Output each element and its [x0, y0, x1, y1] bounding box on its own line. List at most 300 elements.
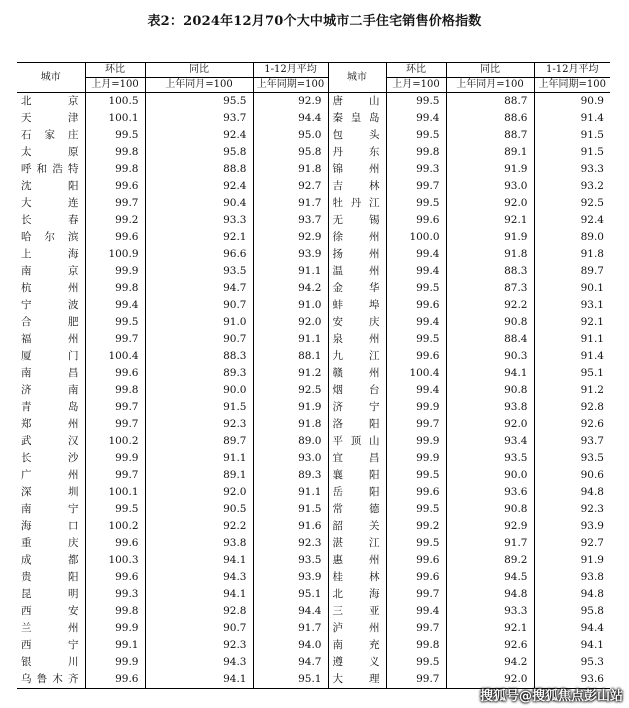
- right-mom-cell: 99.7: [386, 620, 446, 637]
- left-city-cell: 北 京: [21, 95, 79, 107]
- table-row: [17, 348, 610, 365]
- left-yoy-cell: 94.3: [145, 654, 253, 671]
- right-city-cell: 扬 州: [328, 246, 386, 263]
- left-mom-cell: 99.8: [85, 603, 145, 620]
- right-mom-cell: 99.4: [386, 246, 446, 263]
- right-mom-cell: 99.4: [386, 263, 446, 280]
- left-yoy-cell: 94.1: [145, 586, 253, 603]
- right-mom-cell: 99.3: [386, 161, 446, 178]
- right-yoy-cell: 94.1: [446, 365, 534, 382]
- right-city-cell: 洛 阳: [328, 416, 386, 433]
- col-header-city-left: 城市: [17, 63, 85, 93]
- right-mom-cell: 99.7: [386, 178, 446, 195]
- table-row: [17, 331, 610, 348]
- right-yoy-cell: 88.4: [446, 331, 534, 348]
- right-yoy-cell: 88.6: [446, 110, 534, 127]
- left-city-cell: 昆 明: [21, 588, 79, 600]
- left-avg-cell: 95.1: [253, 671, 328, 689]
- col-header-city-right: 城市: [328, 63, 386, 93]
- right-mom-cell: 99.5: [386, 654, 446, 671]
- left-city-cell: 上 海: [21, 248, 79, 260]
- right-city-cell: 宜 昌: [328, 450, 386, 467]
- right-city-cell: 徐 州: [328, 229, 386, 246]
- right-mom-cell: 99.7: [386, 416, 446, 433]
- left-city-cell: 长 沙: [21, 452, 79, 464]
- left-mom-cell: 99.6: [85, 671, 145, 689]
- left-yoy-cell: 91.1: [145, 450, 253, 467]
- right-avg-cell: 94.4: [534, 620, 610, 637]
- right-avg-cell: 91.5: [534, 127, 610, 144]
- left-yoy-cell: 93.8: [145, 535, 253, 552]
- right-city-cell: 三 亚: [328, 603, 386, 620]
- table-row: [17, 552, 610, 569]
- right-yoy-cell: 93.0: [446, 178, 534, 195]
- right-avg-cell: 90.9: [534, 93, 610, 111]
- table-row: [17, 127, 610, 144]
- right-yoy-cell: 90.3: [446, 348, 534, 365]
- left-mom-cell: 99.8: [85, 382, 145, 399]
- left-mom-cell: 99.7: [85, 195, 145, 212]
- left-avg-cell: 88.1: [253, 348, 328, 365]
- right-city-cell: 岳 阳: [328, 484, 386, 501]
- left-yoy-cell: 90.0: [145, 382, 253, 399]
- left-yoy-cell: 90.5: [145, 501, 253, 518]
- left-city-cell: 合 肥: [21, 316, 79, 328]
- right-mom-cell: 99.5: [386, 331, 446, 348]
- table-row: [17, 246, 610, 263]
- left-city-cell: 呼和浩特: [21, 163, 79, 175]
- right-city-cell: 蚌 埠: [328, 297, 386, 314]
- right-avg-cell: 91.8: [534, 246, 610, 263]
- right-yoy-cell: 91.7: [446, 535, 534, 552]
- right-city-cell: 泸 州: [328, 620, 386, 637]
- right-avg-cell: 92.4: [534, 212, 610, 229]
- right-city-cell: 常 德: [328, 501, 386, 518]
- left-mom-cell: 99.6: [85, 365, 145, 382]
- left-city-cell: 贵 阳: [21, 571, 79, 583]
- right-mom-cell: 99.5: [386, 195, 446, 212]
- right-yoy-cell: 92.0: [446, 671, 534, 689]
- left-mom-cell: 99.9: [85, 654, 145, 671]
- left-mom-cell: 99.8: [85, 161, 145, 178]
- left-avg-cell: 89.0: [253, 433, 328, 450]
- right-city-cell: 九 江: [328, 348, 386, 365]
- right-city-cell: 安 庆: [328, 314, 386, 331]
- left-avg-cell: 93.9: [253, 246, 328, 263]
- left-avg-cell: 92.7: [253, 178, 328, 195]
- left-yoy-cell: 94.3: [145, 569, 253, 586]
- right-city-cell: 济 宁: [328, 399, 386, 416]
- left-avg-cell: 93.0: [253, 450, 328, 467]
- left-yoy-cell: 88.8: [145, 161, 253, 178]
- left-city-cell: 南 宁: [21, 503, 79, 515]
- left-yoy-cell: 90.4: [145, 195, 253, 212]
- col-subheader-yoy-left: 上年同月=100: [145, 78, 253, 93]
- table-row: [17, 263, 610, 280]
- right-yoy-cell: 93.3: [446, 603, 534, 620]
- right-avg-cell: 95.3: [534, 654, 610, 671]
- left-avg-cell: 91.8: [253, 416, 328, 433]
- table-row: [17, 433, 610, 450]
- right-avg-cell: 93.9: [534, 518, 610, 535]
- right-city-cell: 南 充: [328, 637, 386, 654]
- table-row: [17, 535, 610, 552]
- left-mom-cell: 100.4: [85, 348, 145, 365]
- right-city-cell: 烟 台: [328, 382, 386, 399]
- right-city-cell: 北 海: [328, 586, 386, 603]
- table-row: [17, 501, 610, 518]
- left-city-cell: 哈尔滨: [21, 231, 79, 243]
- table-row: [17, 399, 610, 416]
- col-header-mom-right: 环比: [386, 63, 446, 78]
- left-mom-cell: 99.5: [85, 314, 145, 331]
- left-avg-cell: 89.3: [253, 467, 328, 484]
- right-mom-cell: 99.6: [386, 484, 446, 501]
- left-mom-cell: 99.7: [85, 416, 145, 433]
- right-city-cell: 赣 州: [328, 365, 386, 382]
- right-mom-cell: 99.9: [386, 450, 446, 467]
- left-avg-cell: 93.7: [253, 212, 328, 229]
- table-row: [17, 416, 610, 433]
- left-mom-cell: 99.5: [85, 127, 145, 144]
- left-yoy-cell: 93.3: [145, 212, 253, 229]
- right-city-cell: 包 头: [328, 127, 386, 144]
- left-yoy-cell: 92.8: [145, 603, 253, 620]
- left-yoy-cell: 92.4: [145, 178, 253, 195]
- right-city-cell: 平顶山: [328, 433, 386, 450]
- left-mom-cell: 99.2: [85, 212, 145, 229]
- right-city-cell: 泉 州: [328, 331, 386, 348]
- left-yoy-cell: 88.3: [145, 348, 253, 365]
- right-mom-cell: 99.8: [386, 144, 446, 161]
- left-mom-cell: 99.9: [85, 620, 145, 637]
- left-avg-cell: 92.3: [253, 535, 328, 552]
- right-yoy-cell: 90.8: [446, 501, 534, 518]
- right-avg-cell: 92.3: [534, 501, 610, 518]
- col-header-mom-left: 环比: [85, 63, 145, 78]
- right-avg-cell: 93.8: [534, 569, 610, 586]
- right-avg-cell: 91.2: [534, 382, 610, 399]
- left-avg-cell: 92.5: [253, 382, 328, 399]
- right-mom-cell: 99.5: [386, 93, 446, 111]
- left-mom-cell: 99.1: [85, 637, 145, 654]
- left-avg-cell: 91.9: [253, 399, 328, 416]
- right-mom-cell: 99.7: [386, 586, 446, 603]
- right-city-cell: 金 华: [328, 280, 386, 297]
- left-city-cell: 西 安: [21, 605, 79, 617]
- left-city-cell: 银 川: [21, 656, 79, 668]
- left-avg-cell: 91.1: [253, 263, 328, 280]
- table-row: [17, 144, 610, 161]
- left-mom-cell: 99.8: [85, 280, 145, 297]
- table-row: [17, 110, 610, 127]
- right-avg-cell: 93.7: [534, 433, 610, 450]
- left-city-cell: 宁 波: [21, 299, 79, 311]
- right-yoy-cell: 90.0: [446, 467, 534, 484]
- col-header-yoy-left: 同比: [145, 63, 253, 78]
- left-avg-cell: 91.5: [253, 501, 328, 518]
- left-mom-cell: 100.9: [85, 246, 145, 263]
- right-yoy-cell: 94.5: [446, 569, 534, 586]
- left-city-cell: 成 都: [21, 554, 79, 566]
- col-subheader-mom-left: 上月=100: [85, 78, 145, 93]
- col-header-yoy-right: 同比: [446, 63, 534, 78]
- left-yoy-cell: 92.4: [145, 127, 253, 144]
- right-city-cell: 温 州: [328, 263, 386, 280]
- right-mom-cell: 100.4: [386, 365, 446, 382]
- right-city-cell: 无 锡: [328, 212, 386, 229]
- right-avg-cell: 91.5: [534, 144, 610, 161]
- col-header-avg-left: 1-12月平均: [253, 63, 328, 78]
- right-yoy-cell: 91.8: [446, 246, 534, 263]
- col-subheader-mom-right: 上月=100: [386, 78, 446, 93]
- right-mom-cell: 100.0: [386, 229, 446, 246]
- table-row: [17, 161, 610, 178]
- table-row: [17, 297, 610, 314]
- table-row: [17, 586, 610, 603]
- left-avg-cell: 92.9: [253, 93, 328, 111]
- right-city-cell: 韶 关: [328, 518, 386, 535]
- left-city-cell: 郑 州: [21, 418, 79, 430]
- left-city-cell: 深 圳: [21, 486, 79, 498]
- left-city-cell: 西 宁: [21, 639, 79, 651]
- table-title: 表2：2024年12月70个大中城市二手住宅销售价格指数: [147, 14, 482, 29]
- right-avg-cell: 89.7: [534, 263, 610, 280]
- left-avg-cell: 94.4: [253, 110, 328, 127]
- right-mom-cell: 99.9: [386, 433, 446, 450]
- table-row: [17, 93, 610, 111]
- left-mom-cell: 100.1: [85, 484, 145, 501]
- left-city-cell: 重 庆: [21, 537, 79, 549]
- left-mom-cell: 99.9: [85, 450, 145, 467]
- left-mom-cell: 99.4: [85, 297, 145, 314]
- left-city-cell: 广 州: [21, 469, 79, 481]
- right-yoy-cell: 91.9: [446, 161, 534, 178]
- left-avg-cell: 93.9: [253, 569, 328, 586]
- right-avg-cell: 94.8: [534, 586, 610, 603]
- left-yoy-cell: 91.0: [145, 314, 253, 331]
- right-mom-cell: 99.2: [386, 518, 446, 535]
- left-yoy-cell: 89.1: [145, 467, 253, 484]
- right-mom-cell: 99.5: [386, 127, 446, 144]
- right-yoy-cell: 92.0: [446, 195, 534, 212]
- left-yoy-cell: 94.7: [145, 280, 253, 297]
- right-mom-cell: 99.4: [386, 110, 446, 127]
- table-row: [17, 484, 610, 501]
- right-city-cell: 秦皇岛: [328, 110, 386, 127]
- right-avg-cell: 91.4: [534, 348, 610, 365]
- left-city-cell: 南 京: [21, 265, 79, 277]
- left-mom-cell: 100.5: [85, 93, 145, 111]
- right-city-cell: 丹 东: [328, 144, 386, 161]
- table-row: [17, 314, 610, 331]
- table-row: [17, 518, 610, 535]
- left-city-cell: 太 原: [21, 146, 79, 158]
- left-city-cell: 石家庄: [21, 129, 79, 141]
- right-mom-cell: 99.8: [386, 637, 446, 654]
- left-yoy-cell: 92.1: [145, 229, 253, 246]
- right-yoy-cell: 92.2: [446, 297, 534, 314]
- left-avg-cell: 91.2: [253, 365, 328, 382]
- left-city-cell: 青 岛: [21, 401, 79, 413]
- right-yoy-cell: 88.7: [446, 127, 534, 144]
- right-city-cell: 襄 阳: [328, 467, 386, 484]
- left-avg-cell: 94.0: [253, 637, 328, 654]
- right-mom-cell: 99.4: [386, 603, 446, 620]
- right-yoy-cell: 90.8: [446, 382, 534, 399]
- right-yoy-cell: 94.2: [446, 654, 534, 671]
- table-row: [17, 178, 610, 195]
- left-city-cell: 沈 阳: [21, 180, 79, 192]
- left-avg-cell: 95.8: [253, 144, 328, 161]
- left-avg-cell: 92.0: [253, 314, 328, 331]
- right-city-cell: 锦 州: [328, 161, 386, 178]
- right-yoy-cell: 93.5: [446, 450, 534, 467]
- col-header-avg-right: 1-12月平均: [534, 63, 610, 78]
- left-mom-cell: 100.1: [85, 110, 145, 127]
- left-yoy-cell: 95.8: [145, 144, 253, 161]
- left-mom-cell: 100.3: [85, 552, 145, 569]
- right-yoy-cell: 93.4: [446, 433, 534, 450]
- right-city-cell: 唐 山: [328, 93, 386, 111]
- left-avg-cell: 91.8: [253, 161, 328, 178]
- right-yoy-cell: 93.6: [446, 484, 534, 501]
- right-yoy-cell: 93.8: [446, 399, 534, 416]
- right-mom-cell: 99.6: [386, 297, 446, 314]
- right-avg-cell: 94.8: [534, 484, 610, 501]
- right-avg-cell: 90.6: [534, 467, 610, 484]
- left-city-cell: 长 春: [21, 214, 79, 226]
- right-avg-cell: 93.6: [534, 671, 610, 689]
- right-avg-cell: 90.1: [534, 280, 610, 297]
- right-avg-cell: 91.4: [534, 110, 610, 127]
- right-avg-cell: 93.3: [534, 161, 610, 178]
- right-mom-cell: 99.5: [386, 467, 446, 484]
- right-avg-cell: 95.8: [534, 603, 610, 620]
- left-mom-cell: 99.7: [85, 331, 145, 348]
- left-avg-cell: 92.9: [253, 229, 328, 246]
- right-yoy-cell: 89.1: [446, 144, 534, 161]
- right-mom-cell: 99.6: [386, 552, 446, 569]
- left-yoy-cell: 96.6: [145, 246, 253, 263]
- right-avg-cell: 93.1: [534, 297, 610, 314]
- table-row: [17, 450, 610, 467]
- right-yoy-cell: 87.3: [446, 280, 534, 297]
- right-yoy-cell: 88.7: [446, 93, 534, 111]
- left-mom-cell: 100.2: [85, 518, 145, 535]
- left-mom-cell: 99.8: [85, 144, 145, 161]
- left-avg-cell: 91.1: [253, 331, 328, 348]
- right-mom-cell: 99.6: [386, 569, 446, 586]
- right-avg-cell: 95.1: [534, 365, 610, 382]
- right-mom-cell: 99.6: [386, 212, 446, 229]
- table-row: [17, 569, 610, 586]
- right-yoy-cell: 92.1: [446, 620, 534, 637]
- left-avg-cell: 91.1: [253, 484, 328, 501]
- right-city-cell: 大 理: [328, 671, 386, 689]
- right-city-cell: 桂 林: [328, 569, 386, 586]
- left-avg-cell: 95.0: [253, 127, 328, 144]
- right-mom-cell: 99.4: [386, 314, 446, 331]
- left-avg-cell: 91.0: [253, 297, 328, 314]
- left-mom-cell: 99.5: [85, 501, 145, 518]
- left-yoy-cell: 92.0: [145, 484, 253, 501]
- left-yoy-cell: 94.1: [145, 552, 253, 569]
- left-city-cell: 杭 州: [21, 282, 79, 294]
- left-yoy-cell: 89.7: [145, 433, 253, 450]
- left-mom-cell: 99.9: [85, 263, 145, 280]
- right-yoy-cell: 92.6: [446, 637, 534, 654]
- right-yoy-cell: 92.9: [446, 518, 534, 535]
- right-avg-cell: 92.7: [534, 535, 610, 552]
- table-row: [17, 603, 610, 620]
- left-yoy-cell: 90.7: [145, 620, 253, 637]
- table-row: [17, 654, 610, 671]
- table-row: [17, 280, 610, 297]
- left-avg-cell: 91.7: [253, 620, 328, 637]
- left-mom-cell: 99.7: [85, 399, 145, 416]
- left-yoy-cell: 92.2: [145, 518, 253, 535]
- left-avg-cell: 93.5: [253, 552, 328, 569]
- left-city-cell: 兰 州: [21, 622, 79, 634]
- left-yoy-cell: 95.5: [145, 93, 253, 111]
- right-city-cell: 吉 林: [328, 178, 386, 195]
- left-avg-cell: 91.6: [253, 518, 328, 535]
- right-avg-cell: 92.8: [534, 399, 610, 416]
- left-city-cell: 大 连: [21, 197, 79, 209]
- col-subheader-avg-left: 上年同期=100: [253, 78, 328, 93]
- table-row: [17, 195, 610, 212]
- right-avg-cell: 92.1: [534, 314, 610, 331]
- right-avg-cell: 91.9: [534, 552, 610, 569]
- right-avg-cell: 93.2: [534, 178, 610, 195]
- right-avg-cell: 94.1: [534, 637, 610, 654]
- left-city-cell: 厦 门: [21, 350, 79, 362]
- table-row: [17, 382, 610, 399]
- right-avg-cell: 91.1: [534, 331, 610, 348]
- right-avg-cell: 89.0: [534, 229, 610, 246]
- left-mom-cell: 99.3: [85, 586, 145, 603]
- left-avg-cell: 94.7: [253, 654, 328, 671]
- table-row: [17, 229, 610, 246]
- left-mom-cell: 99.6: [85, 569, 145, 586]
- table-row: [17, 212, 610, 229]
- left-yoy-cell: 90.7: [145, 331, 253, 348]
- left-city-cell: 福 州: [21, 333, 79, 345]
- right-mom-cell: 99.5: [386, 501, 446, 518]
- left-mom-cell: 99.6: [85, 535, 145, 552]
- left-mom-cell: 100.2: [85, 433, 145, 450]
- right-avg-cell: 93.5: [534, 450, 610, 467]
- left-city-cell: 武 汉: [21, 435, 79, 447]
- left-avg-cell: 91.7: [253, 195, 328, 212]
- left-yoy-cell: 93.7: [145, 110, 253, 127]
- left-yoy-cell: 94.1: [145, 671, 253, 689]
- right-yoy-cell: 88.3: [446, 263, 534, 280]
- left-yoy-cell: 90.7: [145, 297, 253, 314]
- left-yoy-cell: 92.3: [145, 637, 253, 654]
- table-row: [17, 637, 610, 654]
- table-row: [17, 620, 610, 637]
- table-row: [17, 365, 610, 382]
- right-yoy-cell: 91.9: [446, 229, 534, 246]
- price-index-table: [17, 62, 610, 689]
- left-city-cell: 海 口: [21, 520, 79, 532]
- left-mom-cell: 99.7: [85, 467, 145, 484]
- right-yoy-cell: 90.8: [446, 314, 534, 331]
- right-mom-cell: 99.5: [386, 280, 446, 297]
- left-yoy-cell: 91.5: [145, 399, 253, 416]
